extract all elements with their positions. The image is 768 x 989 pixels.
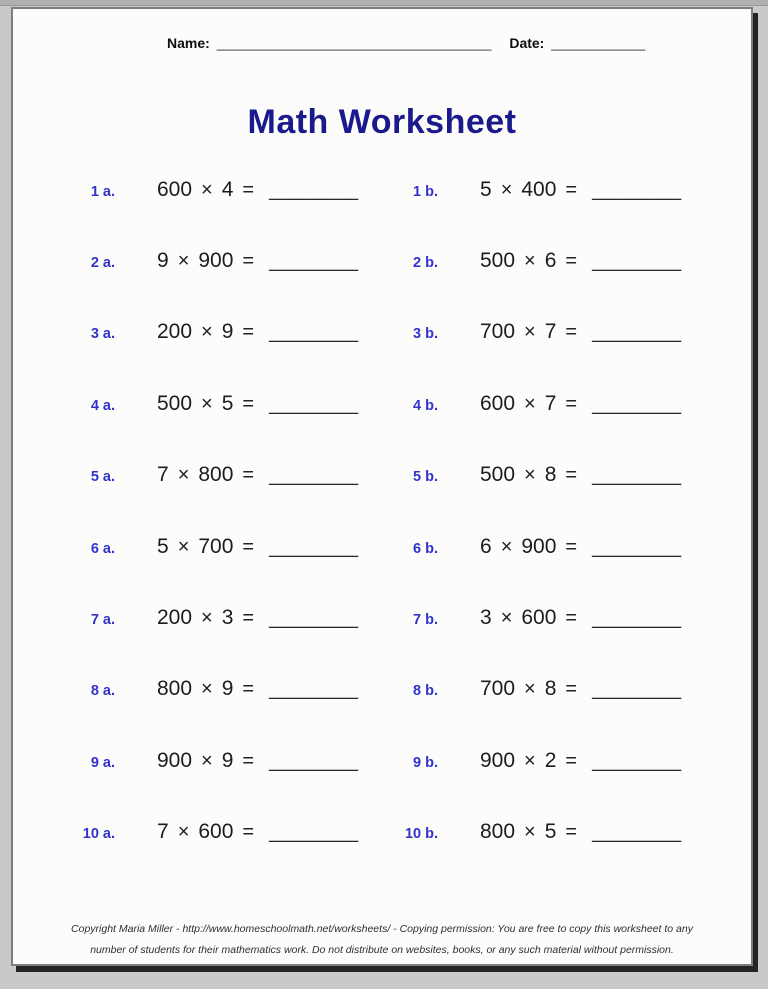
problem-cell-a xyxy=(49,320,358,344)
problem-number: 3 a. xyxy=(90,326,115,343)
times-sign: × xyxy=(500,607,513,630)
problem-number: 5 b. xyxy=(413,469,438,486)
answer-blank: ________ xyxy=(269,535,359,558)
problem-expression xyxy=(480,820,681,844)
equals-sign: = xyxy=(565,321,578,344)
multiplicand: 7 xyxy=(157,463,169,487)
equals-sign: = xyxy=(565,178,578,201)
worksheet-page xyxy=(11,7,753,966)
problem-row xyxy=(13,440,751,511)
times-sign: × xyxy=(177,464,190,487)
times-sign: × xyxy=(177,535,190,558)
multiplicand: 7 xyxy=(157,820,169,844)
multiplicand: 800 xyxy=(480,820,516,844)
problem-cell-a xyxy=(49,249,358,273)
problem-number: 9 b. xyxy=(413,754,438,771)
multiplier: 400 xyxy=(521,177,557,201)
multiplicand: 600 xyxy=(480,391,516,415)
equals-sign: = xyxy=(565,607,578,630)
equals-sign: = xyxy=(242,250,255,273)
multiplier: 9 xyxy=(221,320,234,344)
answer-blank: ________ xyxy=(269,749,359,772)
multiplier: 5 xyxy=(544,820,557,844)
multiplier: 600 xyxy=(198,820,234,844)
problem-number: 6 a. xyxy=(90,540,115,557)
problem-cell-b xyxy=(372,392,681,416)
equals-sign: = xyxy=(242,464,255,487)
answer-blank: ________ xyxy=(592,821,682,844)
answer-blank: ________ xyxy=(592,607,682,630)
name-label: Name: xyxy=(167,35,210,51)
answer-blank: ________ xyxy=(592,678,682,701)
multiplier: 5 xyxy=(221,391,234,415)
times-sign: × xyxy=(524,464,536,487)
problem-row xyxy=(13,725,751,796)
multiplier: 800 xyxy=(198,463,234,487)
equals-sign: = xyxy=(565,535,578,558)
equals-sign: = xyxy=(565,678,578,701)
times-sign: × xyxy=(201,321,213,344)
multiplicand: 600 xyxy=(157,177,193,201)
problem-number: 8 b. xyxy=(413,683,438,700)
times-sign: × xyxy=(500,178,513,201)
times-sign: × xyxy=(524,250,536,273)
times-sign: × xyxy=(524,392,536,415)
problem-expression xyxy=(480,178,681,202)
times-sign: × xyxy=(201,749,213,772)
multiplier: 8 xyxy=(544,463,557,487)
problem-cell-a xyxy=(49,677,358,701)
problem-expression xyxy=(480,392,681,416)
multiplier: 9 xyxy=(221,748,234,772)
equals-sign: = xyxy=(565,749,578,772)
problem-expression xyxy=(480,463,681,487)
equals-sign: = xyxy=(242,178,255,201)
problem-expression xyxy=(480,249,681,273)
problem-row xyxy=(13,154,751,225)
problem-number: 2 a. xyxy=(90,255,115,272)
times-sign: × xyxy=(201,178,213,201)
problem-expression xyxy=(480,606,681,630)
times-sign: × xyxy=(524,678,536,701)
problem-cell-a xyxy=(49,820,358,844)
times-sign: × xyxy=(177,821,190,844)
times-sign: × xyxy=(201,607,213,630)
answer-blank: ________ xyxy=(269,607,359,630)
answer-blank: ________ xyxy=(269,464,359,487)
problem-number: 2 b. xyxy=(413,255,438,272)
times-sign: × xyxy=(524,321,536,344)
equals-sign: = xyxy=(565,821,578,844)
problem-number: 7 a. xyxy=(90,612,115,629)
multiplier: 2 xyxy=(544,748,557,772)
multiplicand: 200 xyxy=(157,320,193,344)
problem-cell-b xyxy=(372,677,681,701)
problem-cell-b xyxy=(372,820,681,844)
equals-sign: = xyxy=(242,821,255,844)
name-date-row xyxy=(167,35,645,51)
multiplicand: 5 xyxy=(480,177,492,201)
multiplicand: 6 xyxy=(480,534,492,558)
times-sign: × xyxy=(201,392,213,415)
answer-blank: ________ xyxy=(592,535,682,558)
problem-expression xyxy=(480,677,681,701)
problem-cell-b xyxy=(372,320,681,344)
times-sign: × xyxy=(500,535,513,558)
problem-row xyxy=(13,225,751,296)
problem-expression xyxy=(157,820,358,844)
answer-blank: ________ xyxy=(592,321,682,344)
viewer-top-edge xyxy=(0,0,768,6)
date-blank-line: _____________ xyxy=(551,36,646,51)
multiplier: 900 xyxy=(521,534,557,558)
times-sign: × xyxy=(524,749,536,772)
problem-cell-b xyxy=(372,749,681,773)
problem-number: 10 a. xyxy=(82,826,115,843)
problem-cell-b xyxy=(372,463,681,487)
equals-sign: = xyxy=(242,321,255,344)
equals-sign: = xyxy=(242,607,255,630)
problem-number: 6 b. xyxy=(413,540,438,557)
problem-expression xyxy=(157,249,358,273)
times-sign: × xyxy=(524,821,536,844)
problem-number: 8 a. xyxy=(90,683,115,700)
problem-number: 10 b. xyxy=(404,826,438,843)
multiplier: 600 xyxy=(521,606,557,630)
multiplicand: 900 xyxy=(480,748,516,772)
multiplier: 8 xyxy=(544,677,557,701)
problem-row xyxy=(13,511,751,582)
problem-cell-b xyxy=(372,606,681,630)
multiplicand: 500 xyxy=(480,463,516,487)
problem-expression xyxy=(480,749,681,773)
multiplicand: 5 xyxy=(157,534,169,558)
answer-blank: ________ xyxy=(592,392,682,415)
problem-row xyxy=(13,797,751,868)
copyright-line-1: Copyright Maria Miller - http://www.homeschoolmath.net/worksheets/ - Copying permission: You are free to copy this worksheet to any xyxy=(71,923,693,935)
problem-number: 1 a. xyxy=(90,183,115,200)
equals-sign: = xyxy=(242,392,255,415)
problem-cell-a xyxy=(49,606,358,630)
problem-cell-a xyxy=(49,392,358,416)
problem-number: 7 b. xyxy=(413,612,438,629)
name-blank-line: ______________________________________ xyxy=(216,36,492,51)
times-sign: × xyxy=(177,250,190,273)
multiplicand: 500 xyxy=(480,249,516,273)
problem-number: 3 b. xyxy=(413,326,438,343)
problem-expression xyxy=(157,392,358,416)
problem-cell-a xyxy=(49,463,358,487)
copyright-note xyxy=(13,919,751,961)
multiplicand: 3 xyxy=(480,606,492,630)
problem-expression xyxy=(157,463,358,487)
multiplicand: 500 xyxy=(157,391,193,415)
equals-sign: = xyxy=(565,392,578,415)
problem-row xyxy=(13,582,751,653)
page-title: Math Worksheet xyxy=(247,103,517,141)
multiplier: 7 xyxy=(544,320,557,344)
problem-cell-b xyxy=(372,249,681,273)
problem-expression xyxy=(157,677,358,701)
problem-row xyxy=(13,368,751,439)
problem-expression xyxy=(157,749,358,773)
multiplier: 4 xyxy=(221,177,234,201)
problem-expression xyxy=(157,535,358,559)
date-label: Date: xyxy=(509,35,545,51)
problem-cell-b xyxy=(372,178,681,202)
problem-expression xyxy=(157,606,358,630)
times-sign: × xyxy=(201,678,213,701)
answer-blank: ________ xyxy=(269,392,359,415)
answer-blank: ________ xyxy=(269,321,359,344)
problem-row xyxy=(13,297,751,368)
answer-blank: ________ xyxy=(269,178,359,201)
problem-number: 4 a. xyxy=(90,397,115,414)
problem-number: 9 a. xyxy=(90,754,115,771)
equals-sign: = xyxy=(242,749,255,772)
problem-cell-b xyxy=(372,535,681,559)
multiplier: 7 xyxy=(544,391,557,415)
answer-blank: ________ xyxy=(269,821,359,844)
multiplicand: 9 xyxy=(157,249,169,273)
multiplier: 3 xyxy=(221,606,234,630)
answer-blank: ________ xyxy=(269,250,359,273)
equals-sign: = xyxy=(242,535,255,558)
problems-grid xyxy=(13,154,751,868)
problem-expression xyxy=(480,320,681,344)
problem-expression xyxy=(480,535,681,559)
problem-cell-a xyxy=(49,535,358,559)
multiplicand: 200 xyxy=(157,606,193,630)
answer-blank: ________ xyxy=(269,678,359,701)
multiplier: 700 xyxy=(198,534,234,558)
multiplicand: 700 xyxy=(480,320,516,344)
problem-number: 5 a. xyxy=(90,469,115,486)
problem-cell-a xyxy=(49,178,358,202)
equals-sign: = xyxy=(565,464,578,487)
answer-blank: ________ xyxy=(592,749,682,772)
problem-expression xyxy=(157,320,358,344)
problem-expression xyxy=(157,178,358,202)
problem-row xyxy=(13,654,751,725)
equals-sign: = xyxy=(242,678,255,701)
multiplicand: 700 xyxy=(480,677,516,701)
problem-cell-a xyxy=(49,749,358,773)
equals-sign: = xyxy=(565,250,578,273)
answer-blank: ________ xyxy=(592,464,682,487)
answer-blank: ________ xyxy=(592,178,682,201)
multiplier: 9 xyxy=(221,677,234,701)
copyright-line-2: number of students for their mathematics work. Do not distribute on websites, books, or any such material without permission. xyxy=(90,944,674,956)
problem-number: 1 b. xyxy=(413,183,438,200)
answer-blank: ________ xyxy=(592,250,682,273)
problem-number: 4 b. xyxy=(413,397,438,414)
multiplier: 6 xyxy=(544,249,557,273)
multiplicand: 800 xyxy=(157,677,193,701)
multiplier: 900 xyxy=(198,249,234,273)
multiplicand: 900 xyxy=(157,748,193,772)
